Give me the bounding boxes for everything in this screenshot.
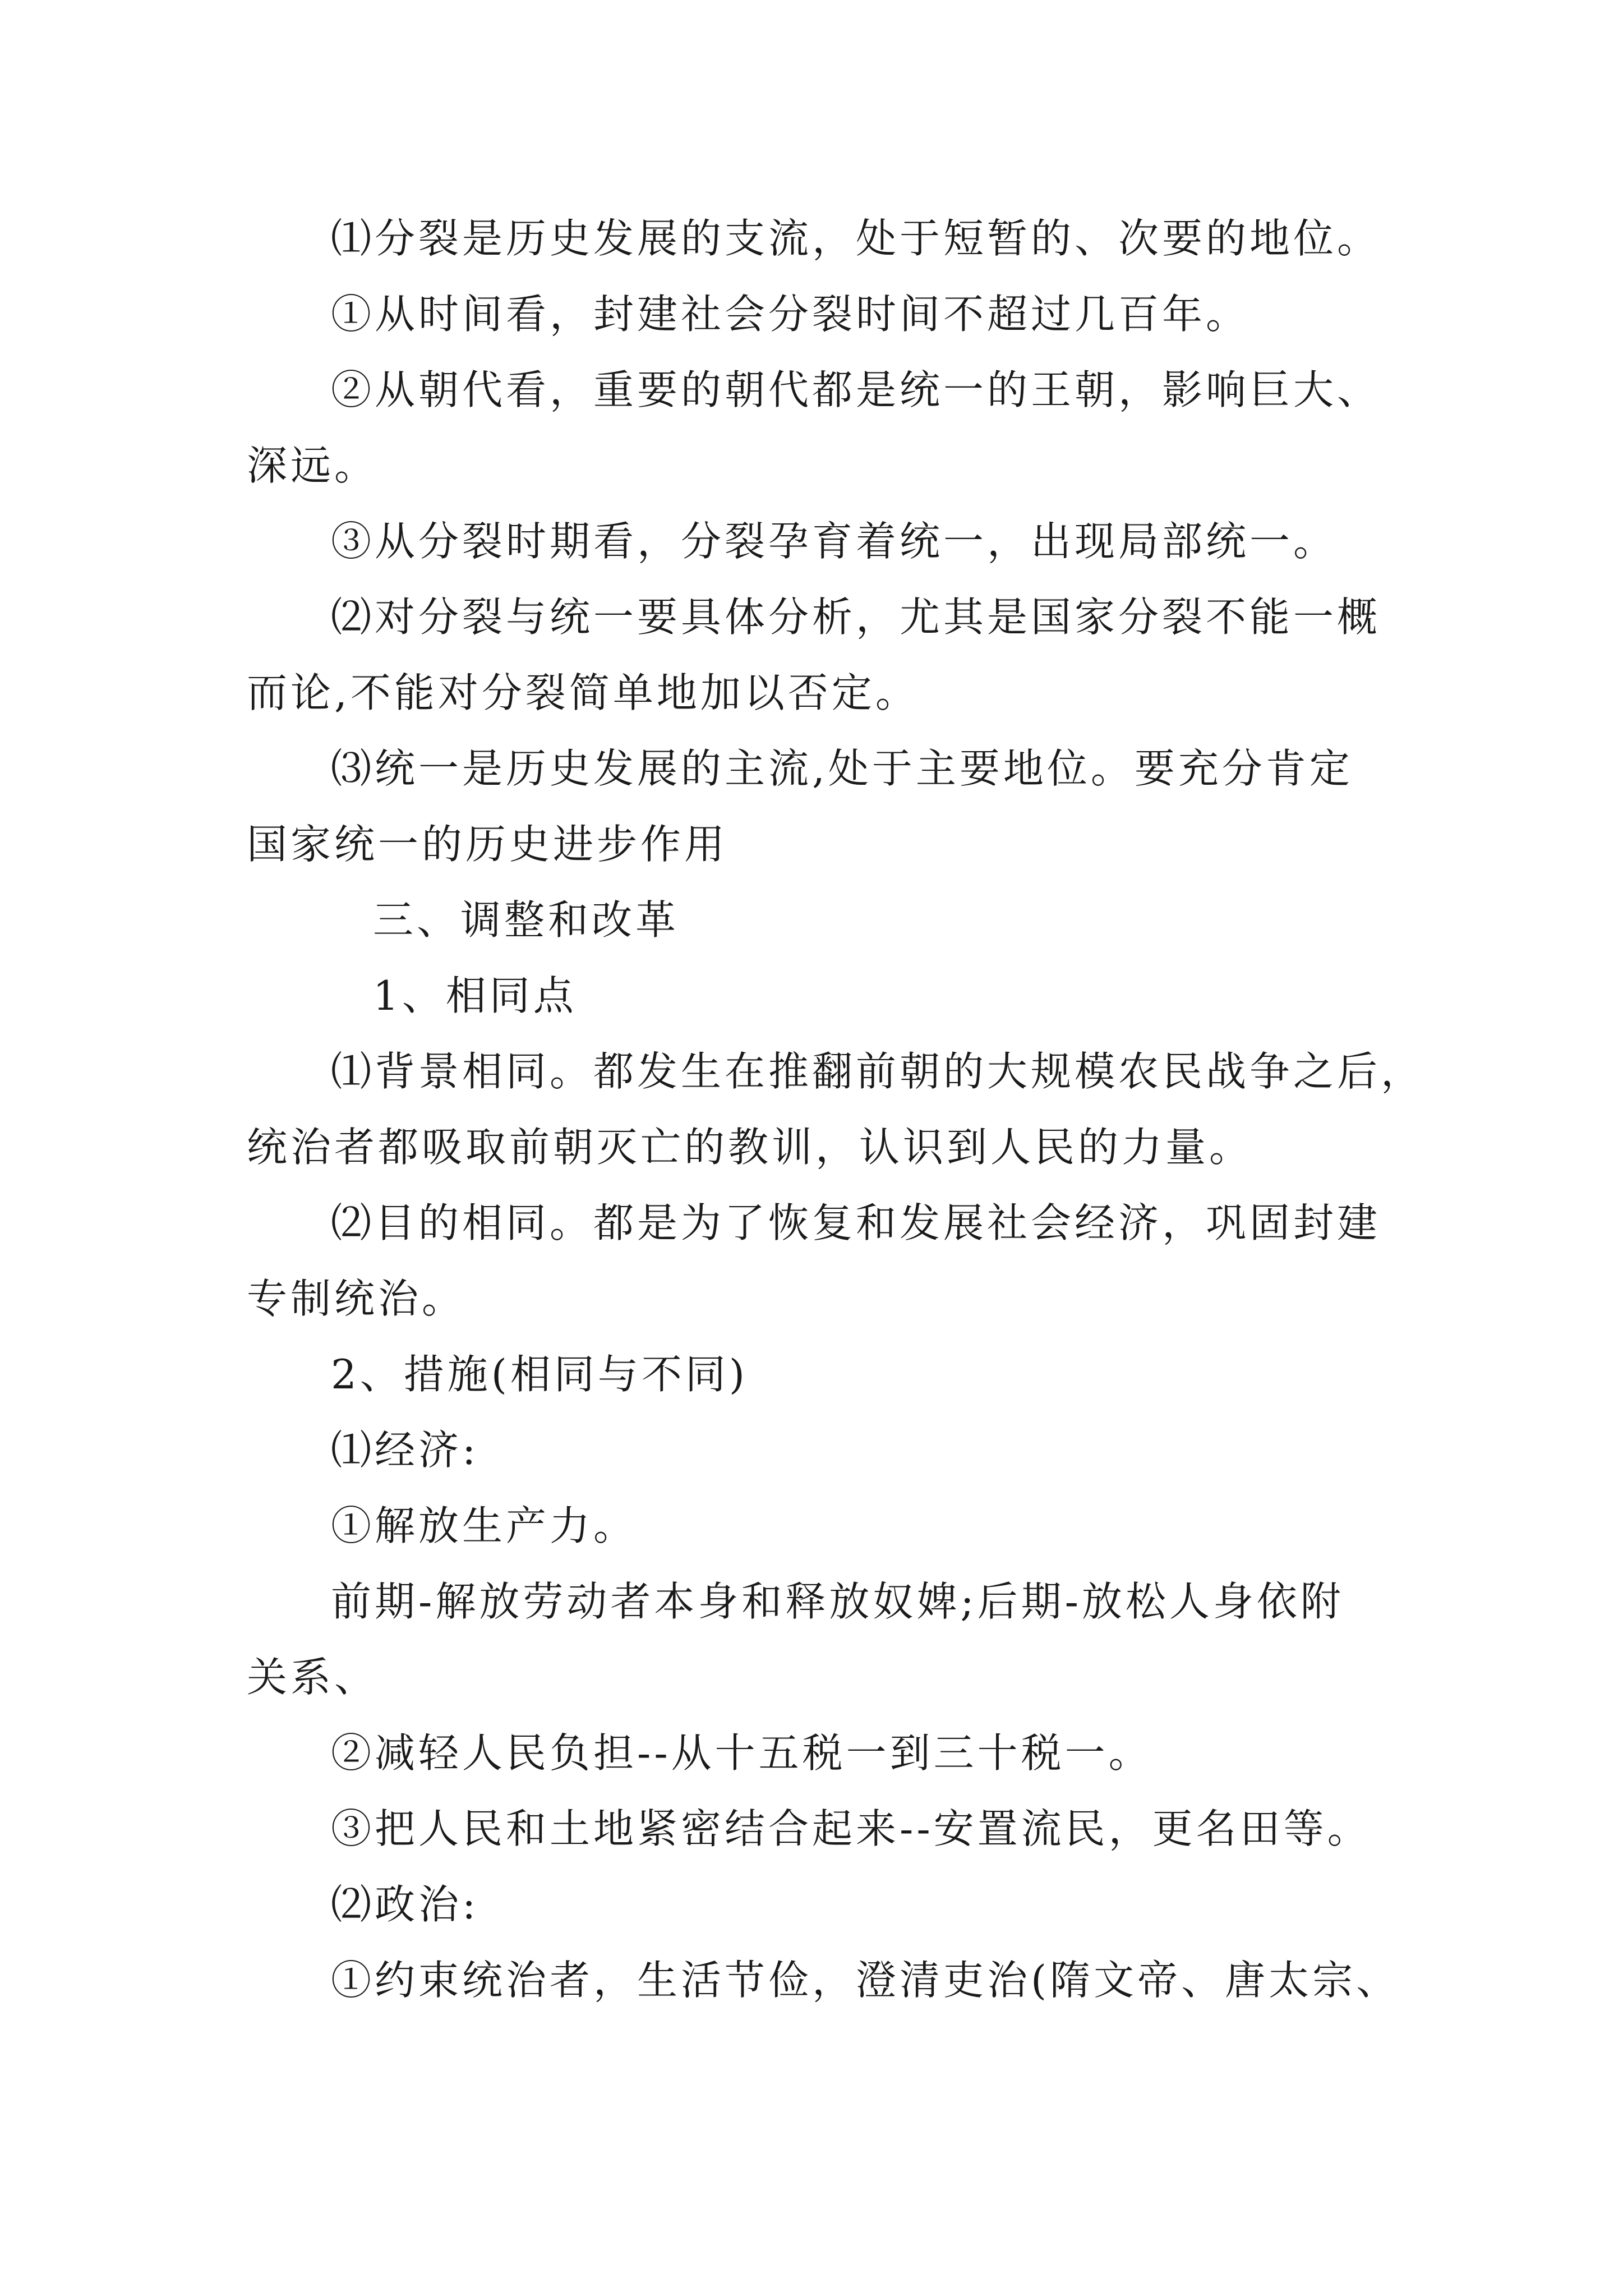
text-line: ⑴背景相同。都发生在推翻前朝的大规模农民战争之后， <box>331 1048 1425 1095</box>
text-line: ⑴经济: <box>331 1427 479 1474</box>
text-line: ⑵政治: <box>331 1881 479 1928</box>
text-line: ②从朝代看，重要的朝代都是统一的王朝，影响巨大、 <box>331 366 1381 413</box>
text-line: ③从分裂时期看，分裂孕育着统一，出现局部统一。 <box>331 518 1338 565</box>
text-line: ⑶统一是历史发展的主流,处于主要地位。要充分肯定 <box>331 745 1353 792</box>
subsection-heading: 2、措施(相同与不同) <box>331 1351 748 1398</box>
text-line: ⑵对分裂与统一要具体分析，尤其是国家分裂不能一概 <box>331 593 1381 641</box>
text-line: 前期-解放劳动者本身和释放奴婢;后期-放松人身依附 <box>331 1578 1344 1625</box>
text-line: ⑵目的相同。都是为了恢复和发展社会经济，巩固封建 <box>331 1199 1381 1246</box>
text-line: ⑴分裂是历史发展的支流，处于短暂的、次要的地位。 <box>331 215 1381 262</box>
text-line: ①约束统治者，生活节俭，澄清吏治(隋文帝、唐太宗、 <box>331 1957 1400 2004</box>
text-line: 国家统一的历史进步作用 <box>247 821 728 868</box>
text-line: 深远。 <box>247 442 379 489</box>
text-line: ①解放生产力。 <box>331 1502 638 1549</box>
text-line: 统治者都吸取前朝灭亡的教训，认识到人民的力量。 <box>247 1124 1253 1171</box>
subsection-heading: 1、相同点 <box>373 972 577 1019</box>
text-line: ①从时间看，封建社会分裂时间不超过几百年。 <box>331 291 1250 338</box>
text-line: 专制统治。 <box>247 1275 466 1322</box>
section-heading: 三、调整和改革 <box>373 896 680 944</box>
text-line: 关系、 <box>247 1654 379 1701</box>
text-line: ②减轻人民负担--从十五税一到三十税一。 <box>331 1729 1152 1777</box>
text-line: ③把人民和土地紧密结合起来--安置流民，更名田等。 <box>331 1805 1371 1852</box>
text-line: 而论,不能对分裂简单地加以否定。 <box>247 669 919 716</box>
